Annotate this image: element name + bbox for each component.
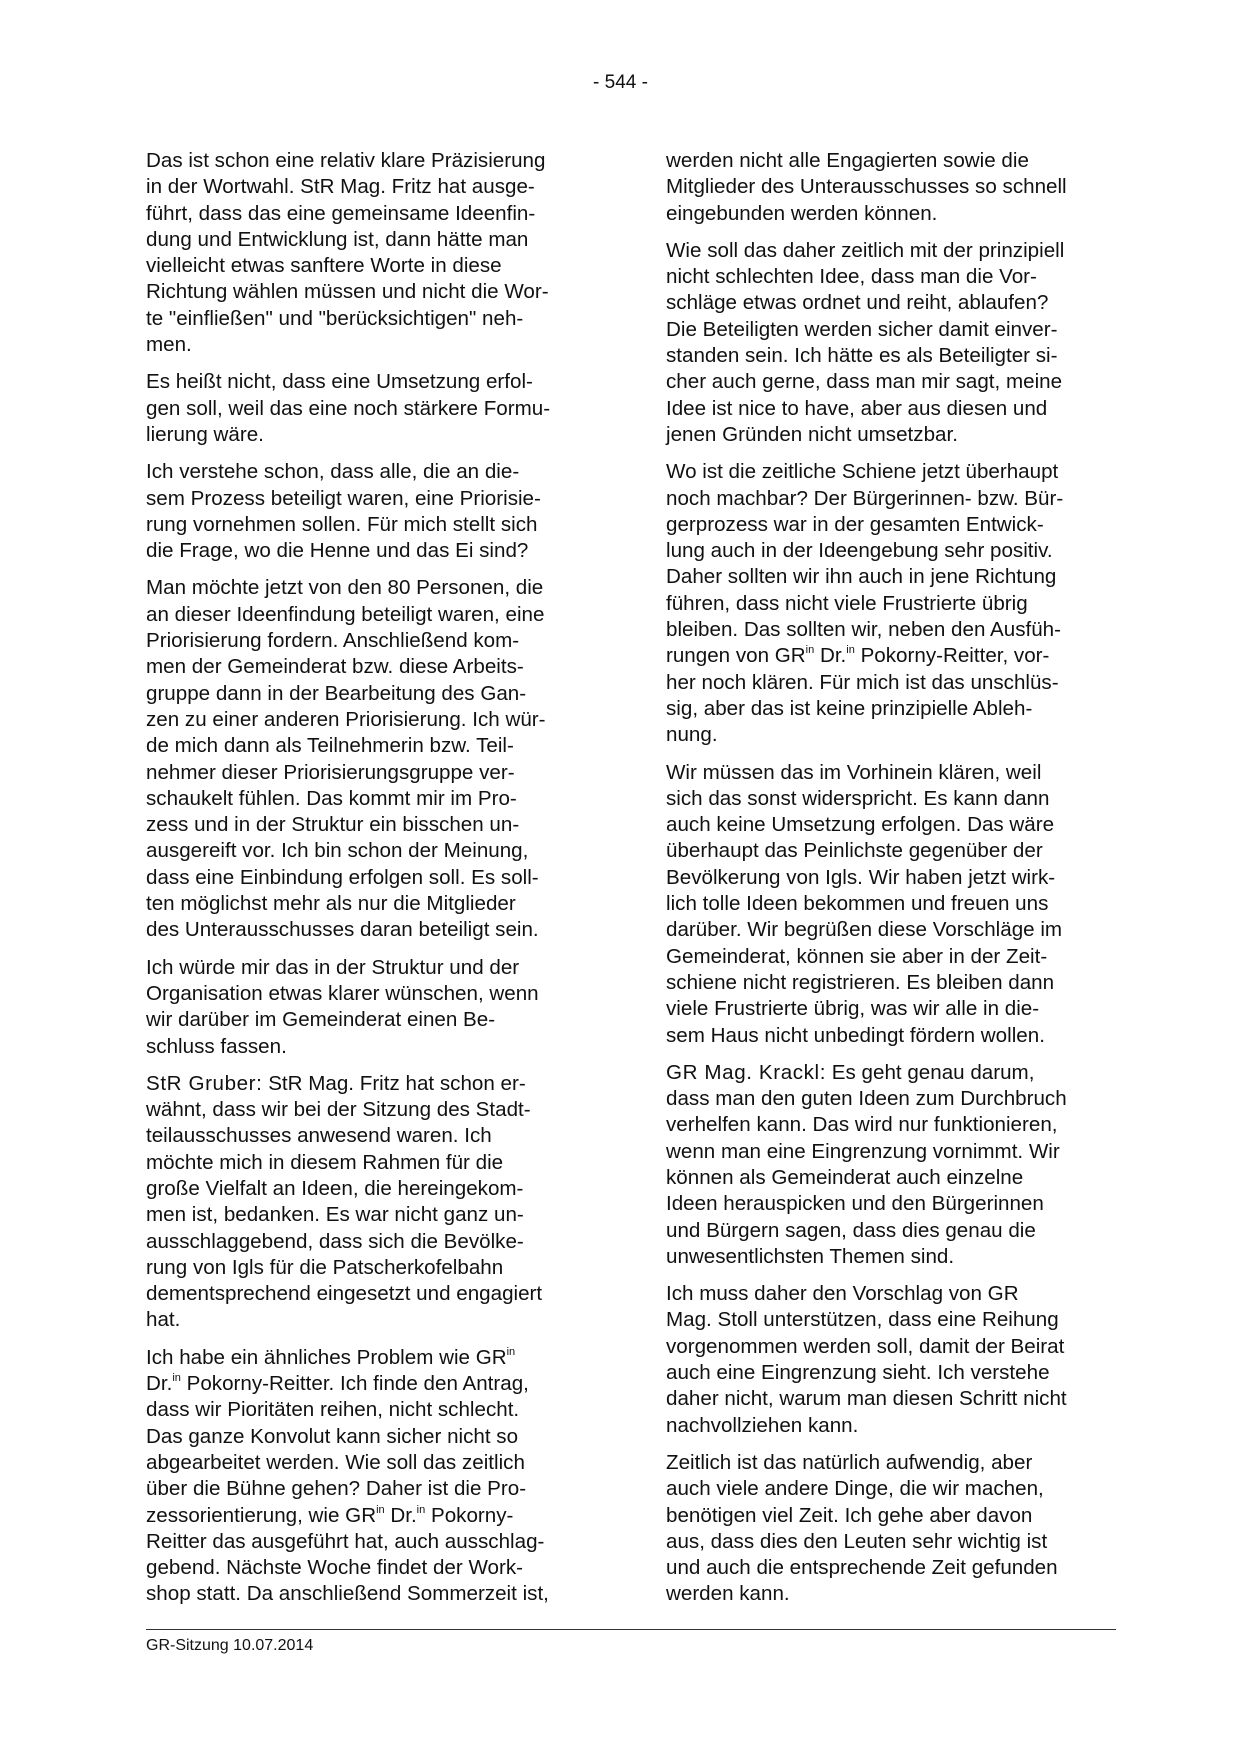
text-line: wähnt, dass wir bei der Sitzung des Stadt- [146,1098,531,1122]
text-line: unwesentlichsten Themen sind. [666,1244,955,1268]
paragraph [666,760,1122,1049]
paragraph [666,1060,1122,1270]
text-line: auch keine Umsetzung erfolgen. Das wäre [666,813,1055,837]
text-line: wir darüber im Gemeinderat einen Be- [146,1008,496,1032]
superscript: in [846,644,855,657]
text-line: möchte mich in diesem Rahmen für die [146,1150,504,1174]
text-line: Bevölkerung von Igls. Wir haben jetzt wirk- [666,865,1056,889]
text-line: dementsprechend eingesetzt und engagiert [146,1282,543,1306]
text-line: auch viele andere Dinge, die wir machen, [666,1477,1044,1501]
text-line: benötigen viel Zeit. Ich gehe aber davon [666,1503,1033,1527]
text-line [146,1071,602,1097]
text-line: gen soll, weil das eine noch stärkere Formu- [146,396,551,420]
superscript: in [805,644,815,657]
text-span: Dr. [146,1372,173,1396]
paragraph [146,1071,602,1334]
text-line: Ideen herauspicken und den Bürgerinnen [666,1192,1044,1216]
text-line: dass eine Einbindung erfolgen soll. Es soll- [146,865,539,889]
text-line: zess und in der Struktur ein bisschen un- [146,813,520,837]
paragraph [146,369,602,448]
text-line: und auch die entsprechende Zeit gefunden [666,1556,1058,1580]
text-line: Reitter das ausgeführt hat, auch ausschlag- [146,1529,545,1553]
text-line: sig, aber das ist keine prinzipielle Ableh- [666,696,1033,720]
text-span: zessorientierung, wie GR [146,1503,377,1527]
text-line: bleiben. Das sollten wir, neben den Ausfüh- [666,618,1061,642]
paragraph [146,148,602,358]
text-line: Richtung wählen müssen und nicht die Wor- [146,280,549,304]
text-line: überhaupt das Peinlichste gegenüber der [666,839,1043,863]
paragraph [146,575,602,943]
text-line [146,1371,602,1397]
text-line: Idee ist nice to have, aber aus diesen und [666,396,1048,420]
text-line: standen sein. Ich hätte es als Beteiligter si- [666,344,1058,368]
paragraph [146,459,602,564]
text-line: rung von Igls für die Patscherkofelbahn [146,1255,504,1279]
text-line: Man möchte jetzt von den 80 Personen, die [146,576,544,600]
line-group [666,1086,1122,1270]
footer-text: GR-Sitzung 10.07.2014 [146,1637,314,1654]
text-line: Ich verstehe schon, dass alle, die an die- [146,460,520,484]
text-line: Wir müssen das im Vorhinein klären, weil [666,760,1042,784]
text-line: nehmer dieser Priorisierungsgruppe ver- [146,760,515,784]
text-line: daher nicht, warum man diesen Schritt nicht [666,1387,1067,1411]
text-line: her noch klären. Für mich ist das unschlüs- [666,670,1059,694]
paragraph [146,955,602,1060]
paragraph [666,1281,1122,1439]
text-line: werden nicht alle Engagierten sowie die [666,149,1029,172]
left-column [146,148,602,1619]
text-span: Pokorny-Reitter, vor- [854,644,1050,668]
page-number: - 544 - [593,72,648,93]
text-line: de mich dann als Teilnehmerin bzw. Teil- [146,734,514,758]
text-line: auch eine Eingrenzung sieht. Ich verstehe [666,1361,1050,1385]
text-line: Zeitlich ist das natürlich aufwendig, aber [666,1450,1033,1474]
text-span: Dr. [384,1503,417,1527]
text-line: zen zu einer anderen Priorisierung. Ich wür- [146,707,546,731]
text-line [146,1345,602,1371]
text-line: gerprozess war in der gesamten Entwick- [666,512,1044,536]
text-line [666,1060,1122,1086]
text-line: Priorisierung fordern. Anschließend kom- [146,629,520,653]
text-span: Dr. [814,644,847,668]
line-group [666,459,1122,643]
text-line: Mitglieder des Unterausschusses so schnell [666,175,1067,199]
paragraph [666,1450,1122,1608]
text-line: Die Beteiligten werden sicher damit einver- [666,317,1058,341]
superscript: in [506,1345,516,1358]
superscript: in [416,1503,426,1516]
text-line: sem Prozess beteiligt waren, eine Priorisie- [146,486,541,510]
text-line: Das ganze Konvolut kann sicher nicht so [146,1424,519,1448]
speaker-name: StR Gruber: [146,1071,263,1095]
text-line: Daher sollten wir ihn auch in jene Richtung [666,565,1057,589]
text-span: Pokorny-Reitter. Ich finde den Antrag, [180,1372,529,1396]
line-group [666,670,1122,749]
text-line: darüber. Wir begrüßen diese Vorschläge im [666,918,1063,942]
text-span: Pokorny- [425,1503,514,1527]
text-line: ten möglichst mehr als nur die Mitglieder [146,892,516,916]
text-line: jenen Gründen nicht umsetzbar. [666,422,958,446]
text-line: werden kann. [666,1582,790,1606]
text-span: Ich habe ein ähnliches Problem wie GR [146,1345,507,1369]
text-line: men ist, bedanken. Es war nicht ganz un- [146,1203,524,1227]
line-group [146,1397,602,1502]
text-line: Ich würde mir das in der Struktur und der [146,955,520,979]
text-line: Wo ist die zeitliche Schiene jetzt überhaupt [666,460,1059,484]
text-line: führen, dass nicht viele Frustrierte übrig [666,591,1028,615]
text-line: teilausschusses anwesend waren. Ich [146,1124,492,1148]
text-line: Es heißt nicht, dass eine Umsetzung erfol- [146,370,533,394]
text-line: abgearbeitet werden. Wie soll das zeitlich [146,1450,525,1474]
text-line: Organisation etwas klarer wünschen, wenn [146,981,539,1005]
speaker-name: GR Mag. Krackl: [666,1060,827,1084]
text-line: lierung wäre. [146,422,264,446]
text-line: viele Frustrierte übrig, was wir alle in die- [666,997,1040,1021]
paragraph [666,148,1122,227]
text-line: führt, dass das eine gemeinsame Ideenfin- [146,201,536,225]
text-line: Wie soll das daher zeitlich mit der prinzipiell [666,238,1065,262]
text-line: lung auch in der Ideengebung sehr positiv. [666,539,1053,563]
right-column [666,148,1122,1619]
text-line: dass man den guten Ideen zum Durchbruch [666,1087,1067,1111]
text-line: über die Bühne gehen? Daher ist die Pro- [146,1477,527,1501]
text-line: Das ist schon eine relativ klare Präzisierung [146,149,546,172]
text-line: an dieser Ideenfindung beteiligt waren, eine [146,602,545,626]
text-line: in der Wortwahl. StR Mag. Fritz hat ausge- [146,175,535,199]
text-line: wenn man eine Eingrenzung vornimmt. Wir [666,1139,1060,1163]
text-line: schläge etwas ordnet und reiht, ablaufen? [666,291,1049,315]
superscript: in [376,1503,385,1516]
text-line [666,643,1122,669]
text-line: nachvollziehen kann. [666,1413,859,1437]
text-line: die Frage, wo die Henne und das Ei sind? [146,539,529,563]
text-line [146,1503,602,1529]
text-span: rungen von GR [666,644,806,668]
text-line: Ich muss daher den Vorschlag von GR [666,1282,1019,1306]
paragraph [666,238,1122,448]
superscript: in [172,1372,181,1385]
text-line: vorgenommen werden soll, damit der Beirat [666,1334,1065,1358]
text-line: können als Gemeinderat auch einzelne [666,1165,1024,1189]
text-line: nicht schlechten Idee, dass man die Vor- [666,265,1037,289]
text-line: ausschlaggebend, dass sich die Bevölke- [146,1229,524,1253]
text-line: sem Haus nicht unbedingt fördern wollen. [666,1023,1045,1047]
text-span: Es geht genau darum, [826,1060,1035,1084]
text-line: hat. [146,1308,181,1332]
text-line: schiene nicht registrieren. Es bleiben dann [666,970,1055,994]
text-line: noch machbar? Der Bürgerinnen- bzw. Bür- [666,486,1064,510]
text-line: dass wir Pioritäten reihen, nicht schlecht. [146,1398,520,1422]
text-line: te "einfließen" und "berücksichtigen" neh- [146,306,524,330]
text-line: rung vornehmen sollen. Für mich stellt sich [146,512,538,536]
text-line: große Vielfalt an Ideen, die hereingekom- [146,1176,524,1200]
text-line: vielleicht etwas sanftere Worte in diese [146,254,502,278]
text-line: men. [146,333,192,357]
text-line: shop statt. Da anschließend Sommerzeit ist, [146,1582,549,1606]
text-line: nung. [666,723,718,747]
paragraph [146,1345,602,1608]
text-line: eingebunden werden können. [666,201,938,225]
text-line: cher auch gerne, dass man mir sagt, meine [666,370,1063,394]
line-group [146,1529,602,1608]
line-group [146,1097,602,1334]
text-line: des Unterausschusses daran beteiligt sein. [146,918,539,942]
text-line: men der Gemeinderat bzw. diese Arbeits- [146,655,524,679]
text-line: lich tolle Ideen bekommen und freuen uns [666,892,1049,916]
text-line: aus, dass dies den Leuten sehr wichtig ist [666,1529,1048,1553]
footer-divider [146,1629,1116,1630]
text-line: Mag. Stoll unterstützen, dass eine Reihung [666,1308,1059,1332]
text-line: gebend. Nächste Woche findet der Work- [146,1556,523,1580]
text-line: sich das sonst widerspricht. Es kann dann [666,786,1050,810]
paragraph [666,459,1122,748]
text-line: schluss fassen. [146,1034,287,1058]
text-line: dung und Entwicklung ist, dann hätte man [146,227,529,251]
text-span: StR Mag. Fritz hat schon er- [262,1071,526,1095]
text-line: verhelfen kann. Das wird nur funktionieren, [666,1113,1058,1137]
text-line: ausgereift vor. Ich bin schon der Meinung, [146,839,529,863]
text-line: und Bürgern sagen, dass dies genau die [666,1218,1036,1242]
text-line: schaukelt fühlen. Das kommt mir im Pro- [146,786,517,810]
text-line: Gemeinderat, können sie aber in der Zeit- [666,944,1048,968]
text-line: gruppe dann in der Bearbeitung des Gan- [146,681,527,705]
